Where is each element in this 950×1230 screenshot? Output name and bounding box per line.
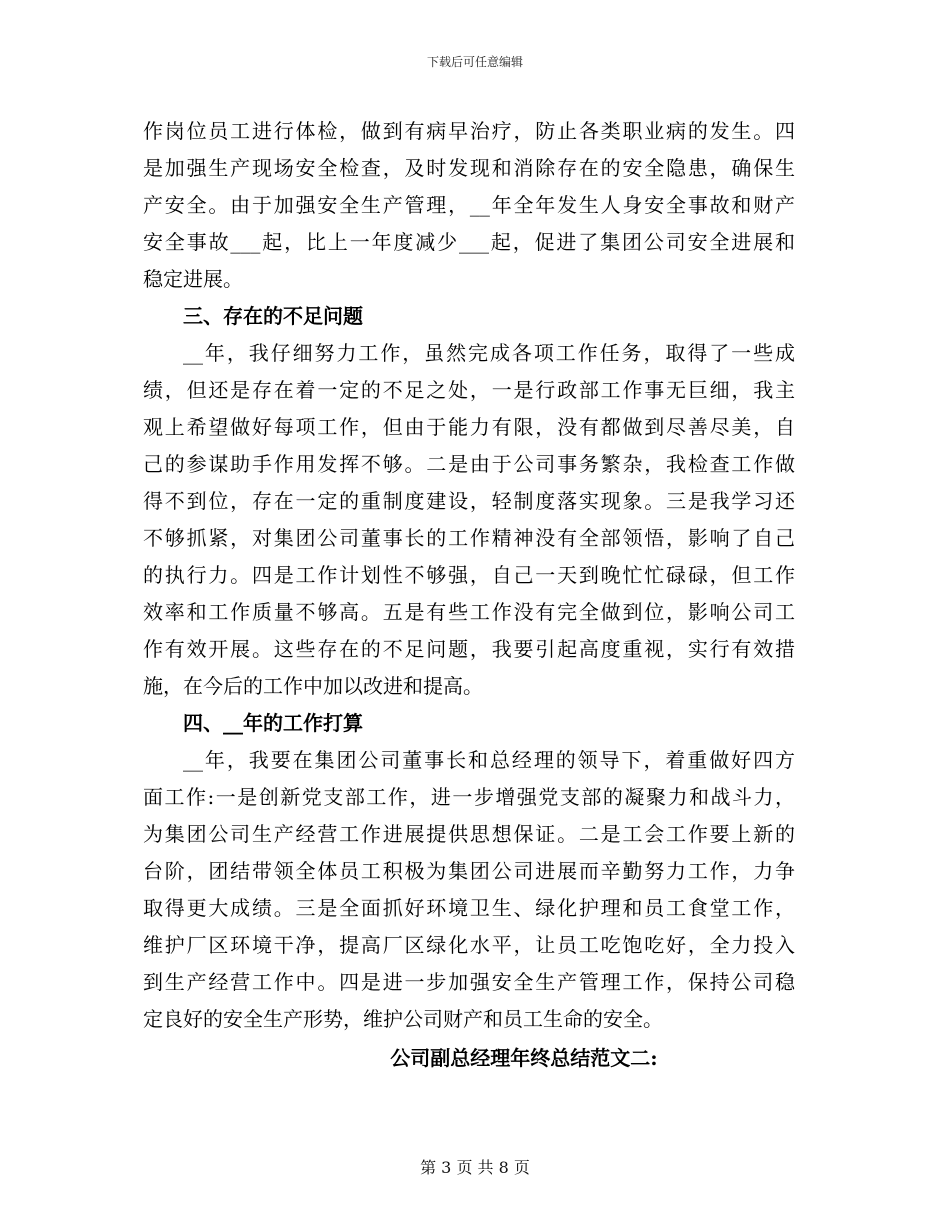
paragraph-line: 效率和工作质量不够高。五是有些工作没有完全做到位，影响公司工	[143, 600, 795, 624]
paragraph-line: 面工作:一是创新党支部工作，进一步增强党支部的凝聚力和战斗力，	[143, 785, 795, 809]
paragraph-line: 台阶，团结带领全体员工积极为集团公司进展而辛勤努力工作，力争	[143, 859, 795, 883]
paragraph-line: 到生产经营工作中。四是进一步加强安全生产管理工作，保持公司稳	[143, 970, 795, 994]
page-header-note: 下载后可任意编辑	[426, 55, 523, 69]
paragraph-line: 安全事故___起，比上一年度减少___起，促进了集团公司安全进展和	[143, 230, 795, 254]
section-heading-3: 三、存在的不足问题	[183, 304, 363, 328]
paragraph-line: __年，我仔细努力工作，虽然完成各项工作任务，取得了一些成	[183, 341, 795, 365]
paragraph-line: 稳定进展。	[143, 267, 243, 291]
paragraph-line: 作有效开展。这些存在的不足问题，我要引起高度重视，实行有效措	[143, 637, 795, 661]
paragraph-line: 不够抓紧，对集团公司董事长的工作精神没有全部领悟，影响了自己	[143, 526, 795, 550]
document-subtitle: 公司副总经理年终总结范文二:	[390, 1046, 658, 1070]
paragraph-line: 是加强生产现场安全检查，及时发现和消除存在的安全隐患，确保生	[143, 156, 795, 180]
paragraph-line: 产安全。由于加强安全生产管理，__年全年发生人身安全事故和财产	[143, 193, 795, 217]
page-number: 第 3 页 共 8 页	[420, 1158, 530, 1177]
paragraph-line: 定良好的安全生产形势，维护公司财产和员工生命的安全。	[143, 1007, 663, 1031]
paragraph-line: 作岗位员工进行体检，做到有病早治疗，防止各类职业病的发生。四	[143, 119, 795, 143]
paragraph-line: 为集团公司生产经营工作进展提供思想保证。二是工会工作要上新的	[143, 822, 795, 846]
paragraph-line: 得不到位，存在一定的重制度建设，轻制度落实现象。三是我学习还	[143, 489, 795, 513]
paragraph-line: 取得更大成绩。三是全面抓好环境卫生、绿化护理和员工食堂工作，	[143, 896, 795, 920]
paragraph-line: 施，在今后的工作中加以改进和提高。	[143, 674, 483, 698]
paragraph-line: 绩，但还是存在着一定的不足之处，一是行政部工作事无巨细，我主	[143, 378, 795, 402]
paragraph-line: 己的参谋助手作用发挥不够。二是由于公司事务繁杂，我检查工作做	[143, 452, 795, 476]
paragraph-line: 观上希望做好每项工作，但由于能力有限，没有都做到尽善尽美，自	[143, 415, 795, 439]
section-heading-4: 四、__年的工作打算	[183, 711, 363, 735]
paragraph-line: 维护厂区环境干净，提高厂区绿化水平，让员工吃饱吃好，全力投入	[143, 933, 795, 957]
paragraph-line: __年，我要在集团公司董事长和总经理的领导下，着重做好四方	[183, 748, 795, 772]
paragraph-line: 的执行力。四是工作计划性不够强，自己一天到晚忙忙碌碌，但工作	[143, 563, 795, 587]
document-body	[143, 113, 795, 1078]
